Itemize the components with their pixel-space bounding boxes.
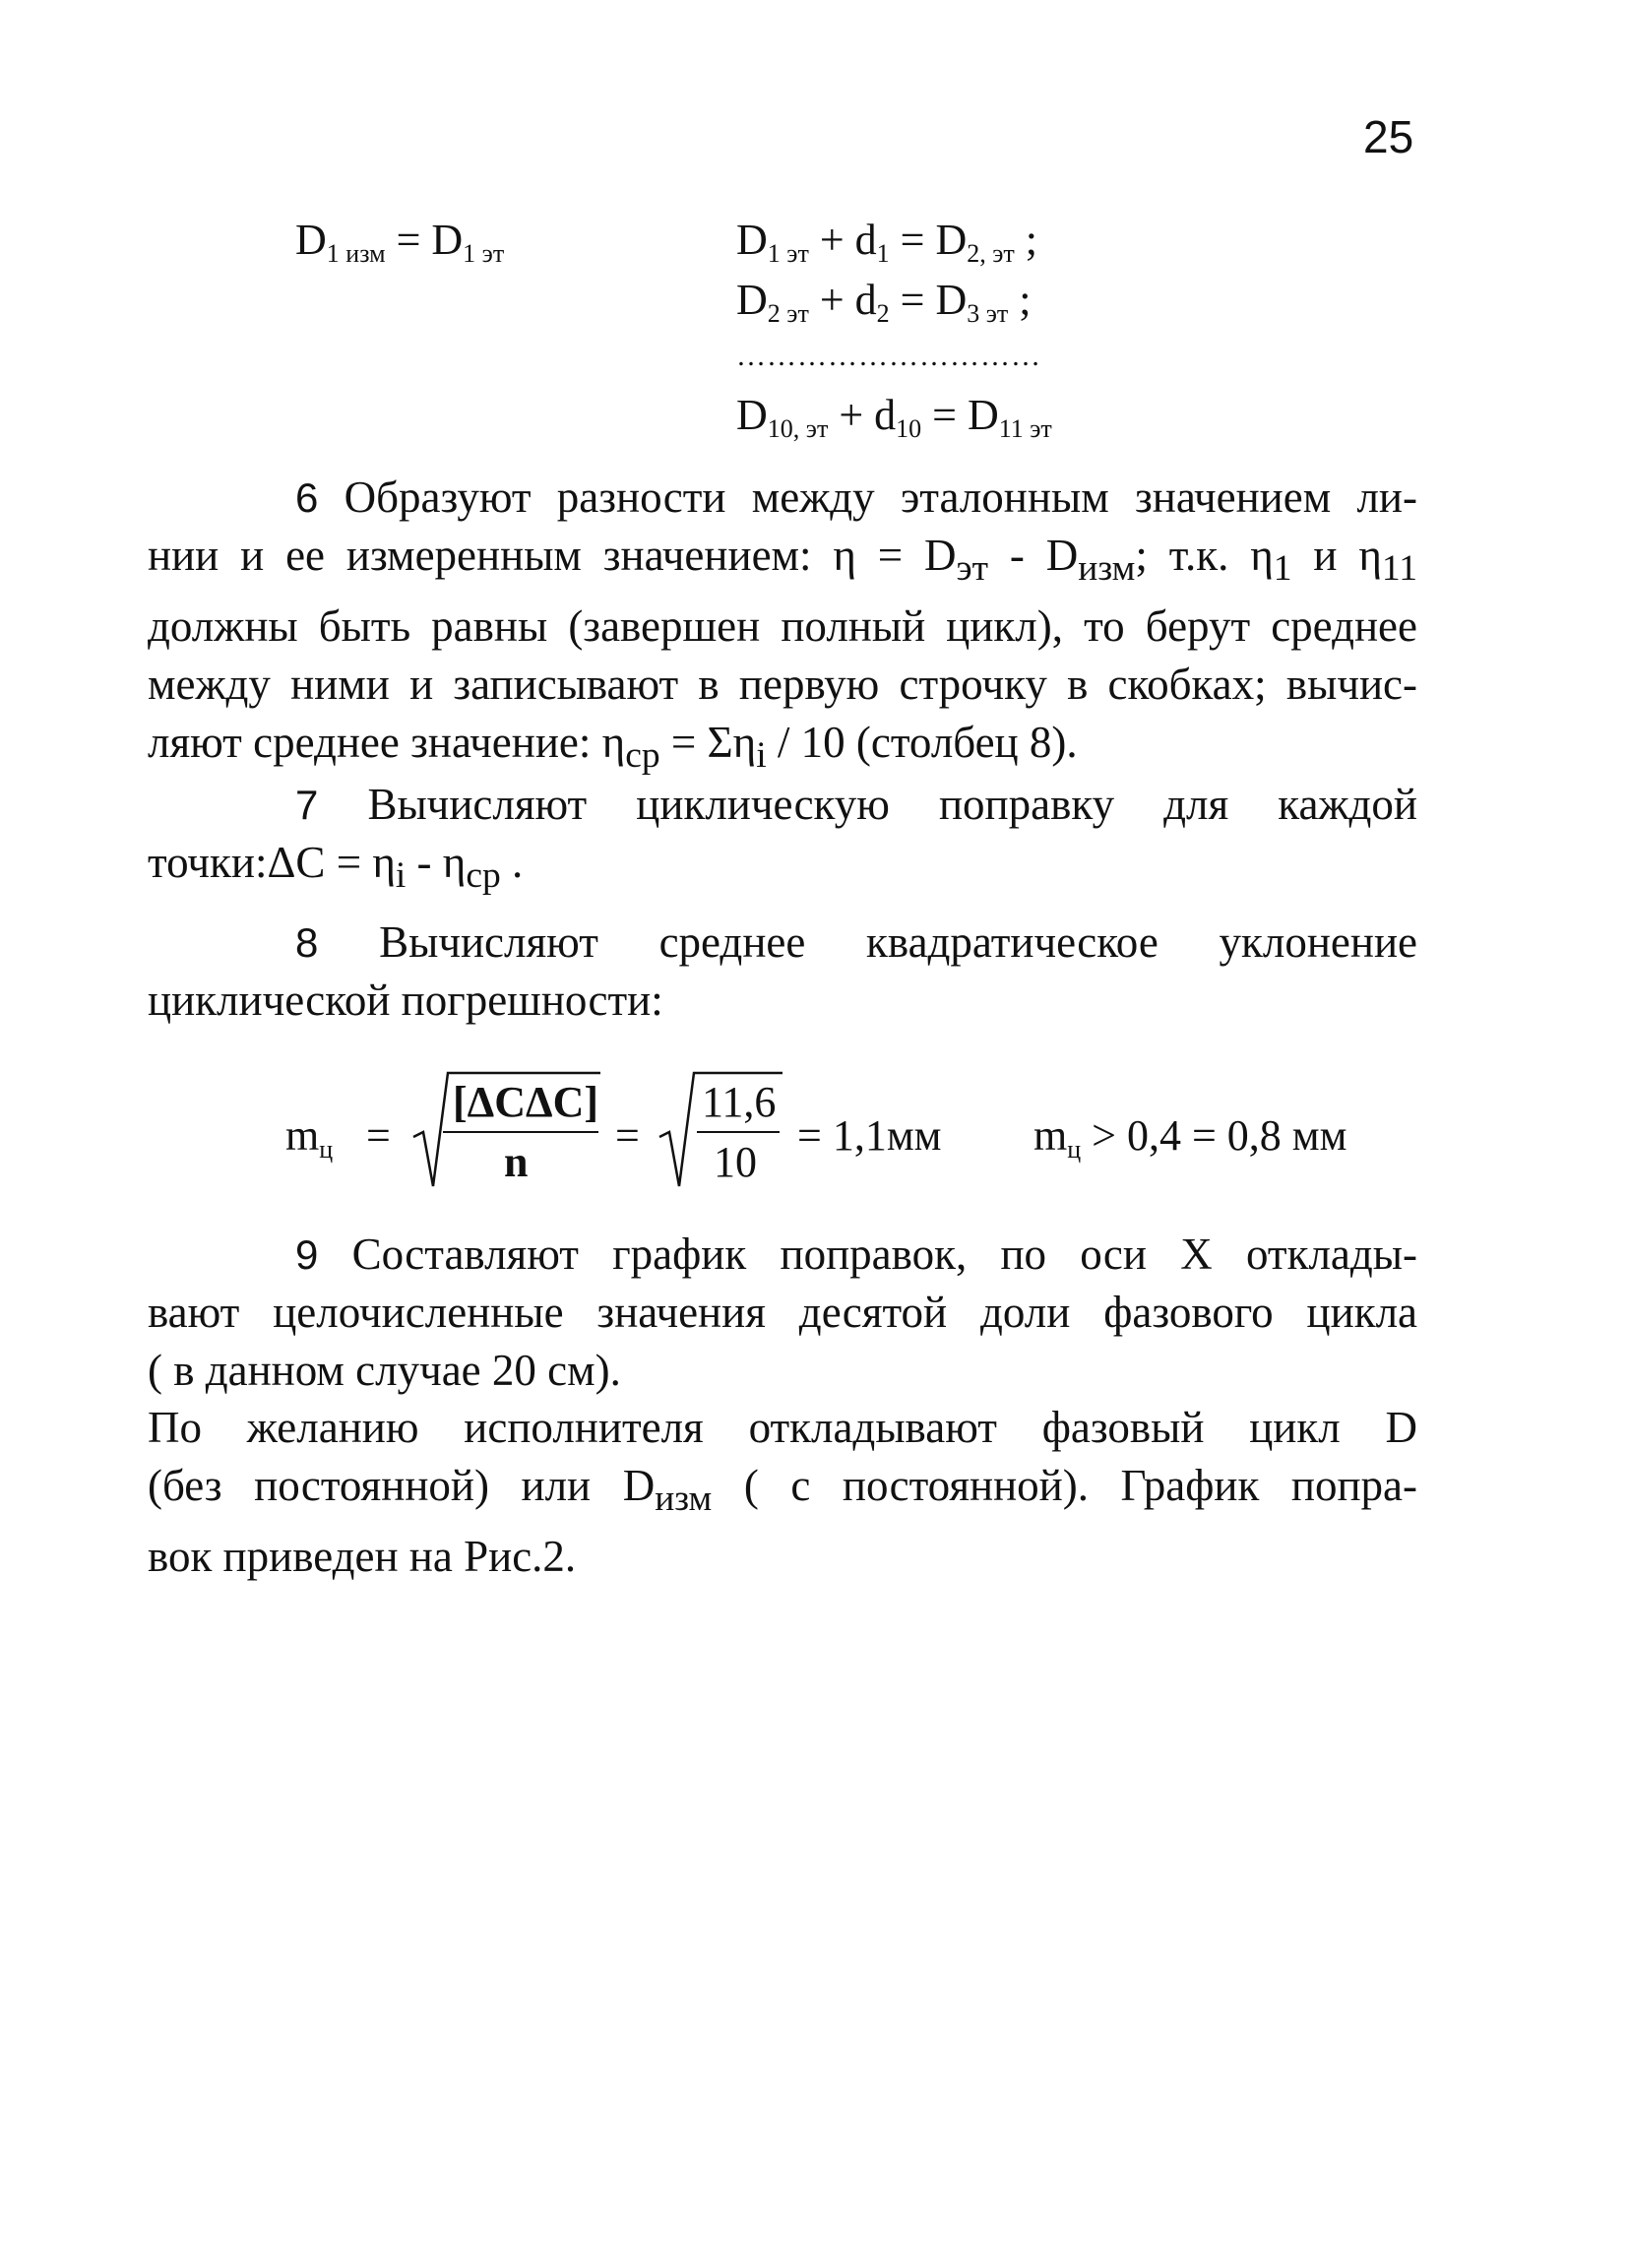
- text: нии и ее измеренным значением: η = D: [148, 531, 957, 580]
- item-number: 8: [295, 919, 319, 966]
- text-sub: i: [395, 855, 407, 896]
- formula-sub: 1 эт: [767, 239, 809, 268]
- formula-sub: 3 эт: [967, 299, 1009, 328]
- text-line: [148, 914, 1417, 972]
- formula-sub: ц: [1067, 1135, 1082, 1164]
- formula-d1-left: [295, 216, 505, 268]
- text-line: ( в данном случае 20 см).: [148, 1346, 621, 1395]
- text-line: [148, 1457, 1417, 1528]
- text-line: [148, 1226, 1417, 1284]
- formula-sub: 2: [876, 299, 890, 328]
- denominator-1: n: [504, 1138, 529, 1186]
- text-line: между ними и записывают в первую строчку в скобках; вычис-: [148, 660, 1417, 709]
- formula-line-1: [736, 216, 1037, 268]
- page-number: 25: [1363, 111, 1414, 162]
- text: - D: [988, 531, 1079, 580]
- denominator-2: 10: [714, 1138, 757, 1186]
- formula-text: D: [295, 216, 327, 264]
- formula-text: + d: [808, 276, 877, 324]
- item-number: 7: [295, 782, 319, 828]
- text-line: [148, 714, 1417, 785]
- formula-text: m: [285, 1111, 320, 1160]
- paragraph-9: [148, 1226, 1417, 1400]
- item-number: 9: [295, 1231, 319, 1278]
- formula-text: = D: [889, 276, 968, 324]
- formula-text: ;: [1008, 276, 1032, 324]
- formula-sub: 1 эт: [463, 239, 505, 268]
- text: / 10 (столбец 8).: [766, 718, 1078, 767]
- formula-sub: 2 эт: [767, 299, 809, 328]
- paragraph-6: [148, 469, 1417, 785]
- formula-sub: 1 изм: [326, 239, 386, 268]
- formula-sub: 1: [876, 239, 890, 268]
- formula-text: = D: [889, 216, 968, 264]
- formula-text: ;: [1014, 216, 1037, 264]
- text-line: должны быть равны (завершен полный цикл), то берут среднее: [148, 601, 1417, 651]
- text: точки:ΔC = η: [148, 838, 396, 887]
- text-sub: i: [756, 735, 767, 776]
- text-line: вок приведен на Рис.2.: [148, 1532, 577, 1581]
- text: Образуют разности между эталонным значением ли-: [344, 472, 1418, 522]
- text: ( с постоянной). График попра-: [712, 1461, 1417, 1510]
- text-line: По желанию исполнителя откладывают фазовый цикл D: [148, 1403, 1417, 1452]
- text-sub: изм: [655, 1479, 713, 1519]
- formula-text: + d: [828, 391, 897, 439]
- formula-text: D: [736, 391, 768, 439]
- formula-text: = D: [385, 216, 464, 264]
- text: (без постоянной) или D: [148, 1461, 656, 1510]
- text-line: циклической погрешности:: [148, 976, 663, 1025]
- text-line: вают целочисленные значения десятой доли фазового цикла: [148, 1288, 1417, 1337]
- formula-text: > 0,4 = 0,8 мм: [1081, 1111, 1347, 1160]
- m-symbol: [285, 1110, 333, 1165]
- formula-sub: 11 эт: [998, 414, 1052, 443]
- text: Вычисляют циклическую поправку для каждой: [367, 780, 1417, 829]
- text-line: [148, 469, 1417, 527]
- item-number: 6: [295, 474, 319, 521]
- formula-sub: 2, эт: [967, 239, 1015, 268]
- text: ; т.к. η: [1135, 531, 1274, 580]
- text: - η: [406, 838, 467, 887]
- numerator-1: [ΔCΔC]: [453, 1078, 599, 1126]
- equals-sign: =: [366, 1111, 391, 1160]
- formula-sub: 10: [896, 414, 922, 443]
- result: = 1,1мм: [797, 1111, 942, 1160]
- text-sub: 1: [1273, 548, 1292, 589]
- text: Составляют график поправок, по оси X отклады-: [351, 1229, 1418, 1279]
- text: ляют среднее значение: η: [148, 718, 626, 767]
- formula-sub: 10, эт: [767, 414, 829, 443]
- paragraph-10: [148, 1399, 1417, 1586]
- formula-text: D: [736, 216, 768, 264]
- paragraph-7: [148, 776, 1417, 905]
- text: .: [500, 838, 524, 887]
- formula-text: + d: [808, 216, 877, 264]
- formula-text: = D: [921, 391, 999, 439]
- text-sub: изм: [1078, 548, 1136, 589]
- condition: [1033, 1110, 1346, 1165]
- text-sub: ср: [466, 855, 501, 896]
- text: = Ση: [659, 718, 757, 767]
- formula-ellipsis: …………………………: [736, 340, 1041, 372]
- text-line: [148, 776, 1417, 834]
- text-sub: ср: [625, 735, 660, 776]
- formula-sub: ц: [319, 1135, 334, 1164]
- text-line: [148, 527, 1417, 598]
- text: и η: [1291, 531, 1382, 580]
- text: Вычисляют среднее квадратическое уклонение: [379, 917, 1418, 967]
- formula-line-2: [736, 276, 1032, 328]
- formula-text: D: [736, 276, 768, 324]
- numerator-2: 11,6: [702, 1078, 777, 1126]
- text-sub: эт: [956, 548, 989, 589]
- paragraph-8: [148, 914, 1417, 1030]
- text-line: [148, 834, 1417, 905]
- formula-line-3: [736, 391, 1052, 443]
- equals-sign: =: [615, 1111, 640, 1160]
- formula-text: m: [1033, 1111, 1068, 1160]
- formula-mean-square-error: [285, 1063, 1427, 1211]
- text-sub: 11: [1381, 548, 1417, 589]
